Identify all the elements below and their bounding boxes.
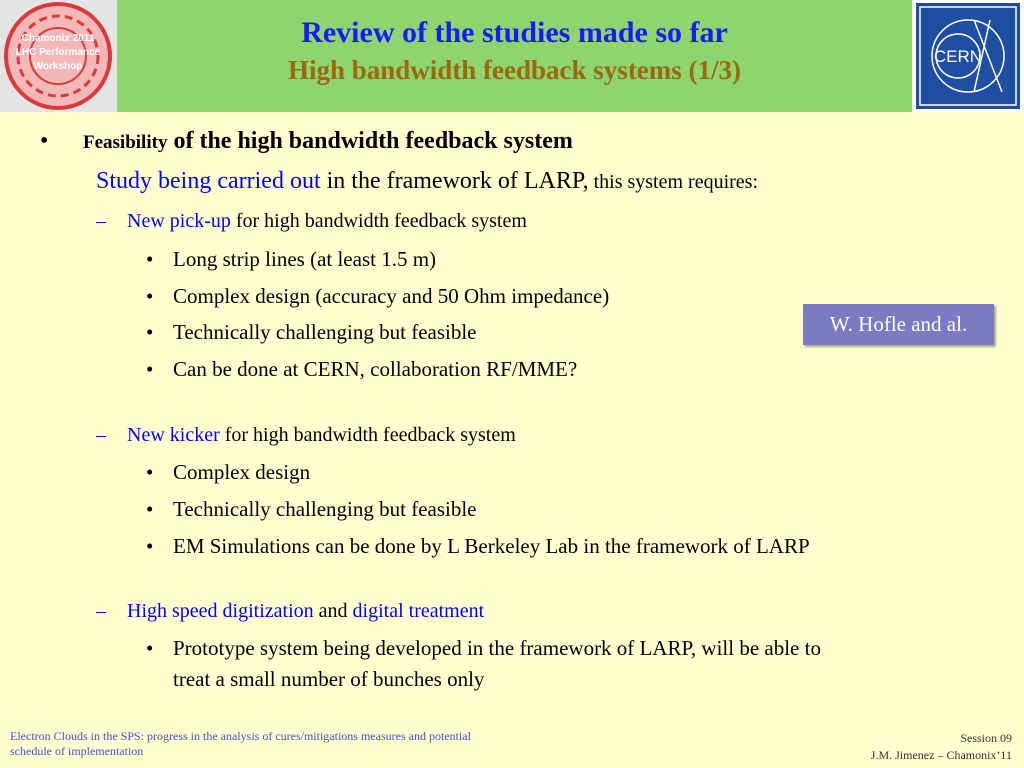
logo-text-line3: Workshop [33, 61, 83, 72]
list-item-continuation: treat a small number of bunches only [173, 667, 485, 691]
list-item: • Complex design [146, 460, 311, 484]
logo-text-line2: LHC Performance [15, 47, 101, 58]
list-item: • Complex design (accuracy and 50 Ohm impedance) [146, 284, 610, 308]
author-badge: W. Hofle and al. [803, 304, 994, 345]
section-heading-pickup: – New pick-up for high bandwidth feedback system [96, 210, 527, 232]
main-bullet [40, 128, 573, 155]
section-rest: for high bandwidth feedback system [219, 424, 516, 446]
section-highlight-2: digital treatment [352, 600, 485, 622]
slide-title: Review of the studies made so far [301, 16, 728, 49]
footer-session-info: Session 09 J.M. Jimenez – Chamonix’11 [870, 731, 1012, 762]
section-highlight: New pick-up [127, 210, 231, 232]
list-item: • Can be done at CERN, collaboration RF/MME? [146, 357, 578, 381]
list-item: • Technically challenging but feasible [146, 497, 477, 521]
list-item: • Prototype system being developed in the framework of LARP, will be able to [146, 636, 821, 660]
section-rest: for high bandwidth feedback system [230, 210, 527, 232]
logo-text-line1: Chamonix 2011 [21, 33, 95, 44]
intro-middle: in the framework of LARP, [320, 168, 589, 194]
list-item: • Long strip lines (at least 1.5 m) [146, 247, 437, 271]
intro-highlight: Study being carried out [96, 168, 321, 194]
feasibility-label: Feasibility [83, 132, 168, 153]
section-highlight: High speed digitization [127, 600, 314, 622]
list-item: • Technically challenging but feasible [146, 320, 477, 344]
section-heading-digitization: – High speed digitization and digital treatment [96, 600, 485, 622]
main-bullet-text: of the high bandwidth feedback system [167, 128, 573, 154]
section-middle: and [313, 600, 353, 622]
intro-line [96, 168, 758, 195]
bullet-dot: • [40, 128, 49, 154]
section-heading-kicker: – New kicker for high bandwidth feedback system [96, 424, 516, 446]
section-highlight: New kicker [127, 424, 220, 446]
slide-subtitle: High bandwidth feedback systems (1/3) [287, 55, 742, 85]
footer-talk-title: Electron Clouds in the SPS: progress in the analysis of cures/mitigations measures and potential schedule of implementation [10, 729, 471, 758]
cern-logo-text: CERN [933, 47, 983, 66]
list-item: • EM Simulations can be done by L Berkeley Lab in the framework of LARP [146, 534, 810, 558]
chamonix-workshop-logo [0, 0, 117, 112]
cern-logo [912, 0, 1024, 112]
intro-tail: this system requires: [588, 171, 759, 193]
